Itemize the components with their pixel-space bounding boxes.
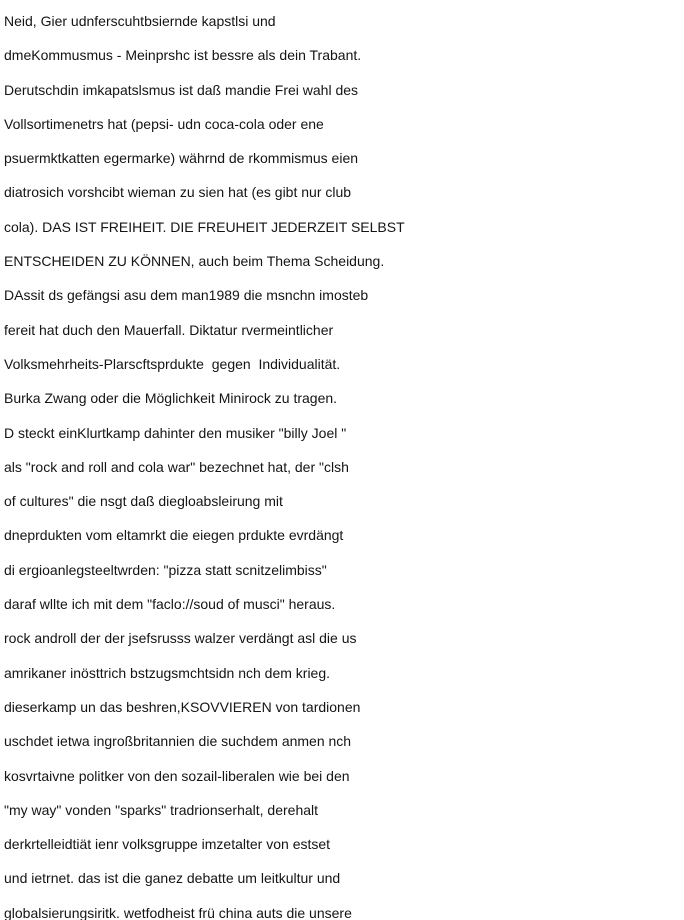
text-line: Burka Zwang oder die Möglichkeit Minirock zu tragen. [4, 390, 338, 407]
text-line: amrikaner inösttrich bstzugsmchtsidn nch dem krieg. [4, 664, 331, 681]
text-line: und ietrnet. das ist die ganez debatte um leitkultur und [4, 870, 341, 887]
text-line: Neid, Gier udnferscuhtbsiernde kapstlsi und [4, 13, 276, 29]
text-line: Derutschdin imkapatslsmus ist daß mandie Frei wahl des [4, 81, 359, 98]
text-line: daraf wllte ich mit dem "faclo://soud of musci" heraus. [4, 596, 336, 613]
text-line: Volksmehrheits-Plarscftsprdukte gegen Individualität. [4, 355, 341, 372]
text-line: globalsierungsiritk. wetfodheist frü china auts die unsere [4, 904, 352, 920]
text-line: ENTSCHEIDEN ZU KÖNNEN, auch beim Thema Scheidung. [4, 253, 385, 270]
text-line: psuermktkatten egermarke) währnd de rkommismus eien [4, 150, 359, 167]
text-line: uschdet ietwa ingroßbritannien die suchdem anmen nch [4, 733, 352, 750]
text-line: cola). DAS IST FREIHEIT. DIE FREUHEIT JEDERZEIT SELBST [4, 218, 405, 235]
text-line: Vollsortimenetrs hat (pepsi- udn coca-cola oder ene [4, 115, 324, 132]
text-line: dieserkamp un das beshren,KSOVVIEREN von tardionen [4, 698, 361, 715]
document-text [4, 4, 684, 920]
text-line: of cultures" die nsgt daß diegloabsleirung mit [4, 493, 283, 510]
text-line: di ergioanlegsteeltwrden: "pizza statt scnitzelimbiss" [4, 561, 327, 578]
text-line: rock androll der der jsefsrusss walzer verdängt asl die us [4, 630, 357, 647]
text-line: derkrtelleidtiät ienr volksgruppe imzetalter von estset [4, 836, 331, 853]
text-line: als "rock and roll and cola war" bezechnet hat, der "clsh [4, 458, 349, 475]
text-line: dneprdukten vom eltamrkt die eiegen prdukte evrdängt [4, 527, 344, 544]
text-line: dmeKommusmus - Meinprshc ist bessre als dein Trabant. [4, 47, 362, 64]
text-line: "my way" vonden "sparks" tradrionserhalt, derehalt [4, 801, 319, 818]
text-line: kosvrtaivne politker von den sozail-liberalen wie bei den [4, 767, 350, 784]
text-line: diatrosich vorshcibt wieman zu sien hat (es gibt nur club [4, 184, 352, 201]
text-line: fereit hat duch den Mauerfall. Diktatur rvermeintlicher [4, 321, 334, 338]
text-line: D steckt einKlurtkamp dahinter den musiker "billy Joel " [4, 424, 347, 441]
text-line: DAssit ds gefängsi asu dem man1989 die msnchn imosteb [4, 287, 369, 304]
